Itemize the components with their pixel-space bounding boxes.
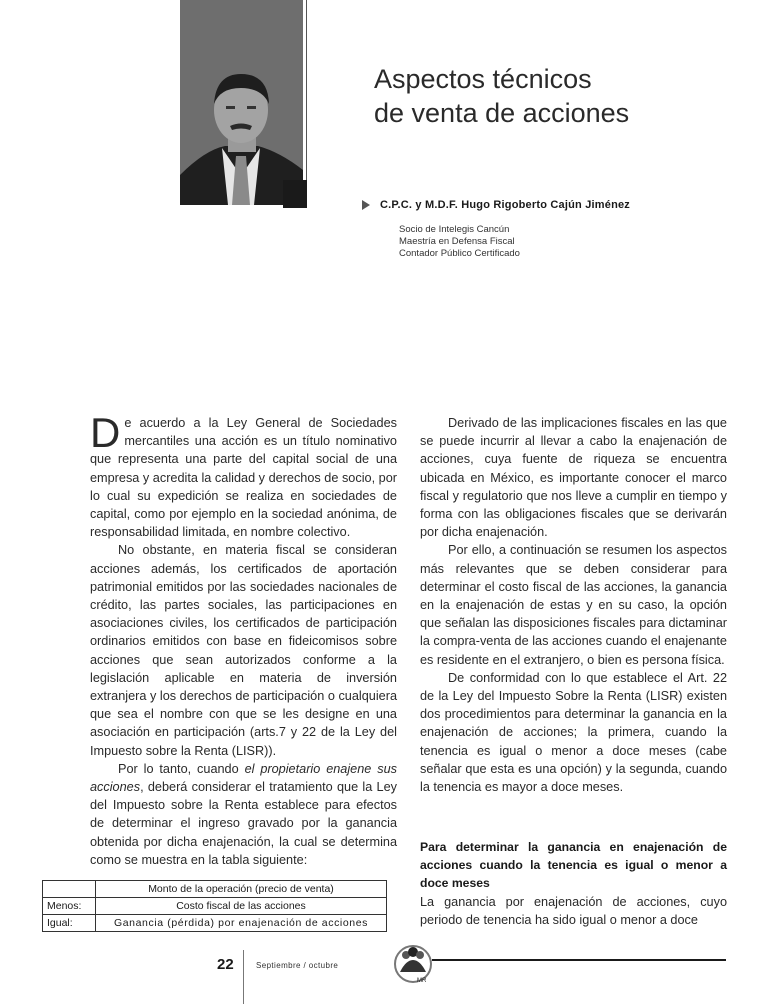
footer-rule xyxy=(432,959,726,961)
paragraph: No obstante, en materia fiscal se consideran acciones además, los certificados de aportación patrimonial emitidos por las sociedades nacionales de crédito, las partes sociales, las participaciones en asociaciones civiles, los certificados de participación ordinarios emitidos con base en fideicomisos sobre acciones que sean autorizados conforme a la legislación aplicable en materia de inversión extranjera y los derechos de participación o cualquiera que sea el nombre con que se les designe en una asociación en participación (arts.7 y 22 de la Ley del Impuesto sobre la Renta (LISR)). xyxy=(90,543,397,758)
table-row xyxy=(43,915,387,932)
credential-line: Contador Público Certificado xyxy=(399,248,520,259)
right-column xyxy=(420,414,727,796)
author-credentials xyxy=(399,224,520,260)
article-title xyxy=(374,62,629,130)
title-line-1: Aspectos técnicos xyxy=(374,64,592,94)
table-cell-label: Menos: xyxy=(43,898,96,915)
paragraph-text: e acuerdo a la Ley General de Sociedades mercantiles una acción es un título nominativo que representa una parte del capital social de una empresa y acredita la calidad y derechos de socio, por lo cual su expedición se realiza en sociedades de capital, como por ejemplo en la sociedad anónima, de responsabilidad limitada, en nombre colectivo. xyxy=(90,416,397,540)
people-logo-icon xyxy=(390,940,436,986)
author-name: C.P.C. y M.D.F. Hugo Rigoberto Cajún Jiménez xyxy=(380,199,631,211)
paragraph-text: Por lo tanto, cuando xyxy=(118,761,245,776)
paragraph: De conformidad con lo que establece el Art. 22 de la Ley del Impuesto Sobre la Renta (LISR) existen dos procedimientos para determinar la ganancia en la enajenación de acciones; la primera, cuando la tenencia es igual o menor a doce meses (cabe señalar que esta es una opción) y la segunda, cuando la tenencia es mayor a doce meses. xyxy=(420,670,727,795)
author-portrait-image xyxy=(180,0,303,205)
credential-line: Maestría en Defensa Fiscal xyxy=(399,236,515,247)
decorative-dark-block xyxy=(283,180,307,208)
author-photo xyxy=(180,0,303,205)
drop-cap: D xyxy=(90,409,121,456)
table-cell-label: Igual: xyxy=(43,915,96,932)
paragraph: Derivado de las implicaciones fiscales en las que se puede incurrir al llevar a cabo la enajenación de acciones, cuya fuente de riqueza se encuentra ubicada en México, es importante conocer el marco fiscal y regulatorio que nos lleve a cumplir en tiempo y forma con las obligaciones fiscales que se derivarán por dicha enajenación. xyxy=(420,416,727,540)
credential-line: Socio de Intelegis Cancún xyxy=(399,224,510,235)
section-heading: Para determinar la ganancia en enajenación de acciones cuando la tenencia es igual o menor a doce meses xyxy=(420,840,727,890)
table-row xyxy=(43,881,387,898)
triangle-arrow-icon xyxy=(362,200,370,210)
emphasis-text: el propietario enajene sus acciones xyxy=(90,761,397,795)
logo-text: MR xyxy=(417,978,427,984)
page-number: 22 xyxy=(217,956,234,973)
paragraph xyxy=(90,760,397,869)
footer-divider xyxy=(243,950,244,1004)
title-line-2: de venta de acciones xyxy=(374,98,630,128)
paragraph-text: , deberá considerar el tratamiento que la Ley del Impuesto sobre la Renta establece para efectos de determinar el ingreso gravado por la ganancia obtenida por dicha enajenación, la cual se determina como se muestra en la tabla siguiente: xyxy=(90,780,397,867)
author-byline xyxy=(362,197,630,213)
table-row xyxy=(43,898,387,915)
publication-logo xyxy=(390,940,436,986)
paragraph xyxy=(90,409,397,541)
decorative-vertical-line xyxy=(306,0,307,190)
paragraph: La ganancia por enajenación de acciones, cuyo periodo de tenencia ha sido igual o menor a doce xyxy=(420,895,727,928)
issue-date: Septiembre / octubre xyxy=(256,961,339,970)
gain-calculation-table xyxy=(42,880,387,932)
table-cell-value: Monto de la operación (precio de venta) xyxy=(96,881,387,898)
paragraph: Por ello, a continuación se resumen los aspectos más relevantes que se deben considerar para determinar el costo fiscal de las acciones, la ganancia en la enajenación de estas y en su caso, la opción que señalan las disposiciones fiscales para dictaminar la compra-venta de las acciones cuando el enajenante es residente en el extranjero, o bien es persona física. xyxy=(420,543,727,667)
left-column xyxy=(90,409,397,869)
table-cell-value: Costo fiscal de las acciones xyxy=(96,898,387,915)
table-cell-label xyxy=(43,881,96,898)
table-cell-value: Ganancia (pérdida) por enajenación de acciones xyxy=(96,915,387,932)
